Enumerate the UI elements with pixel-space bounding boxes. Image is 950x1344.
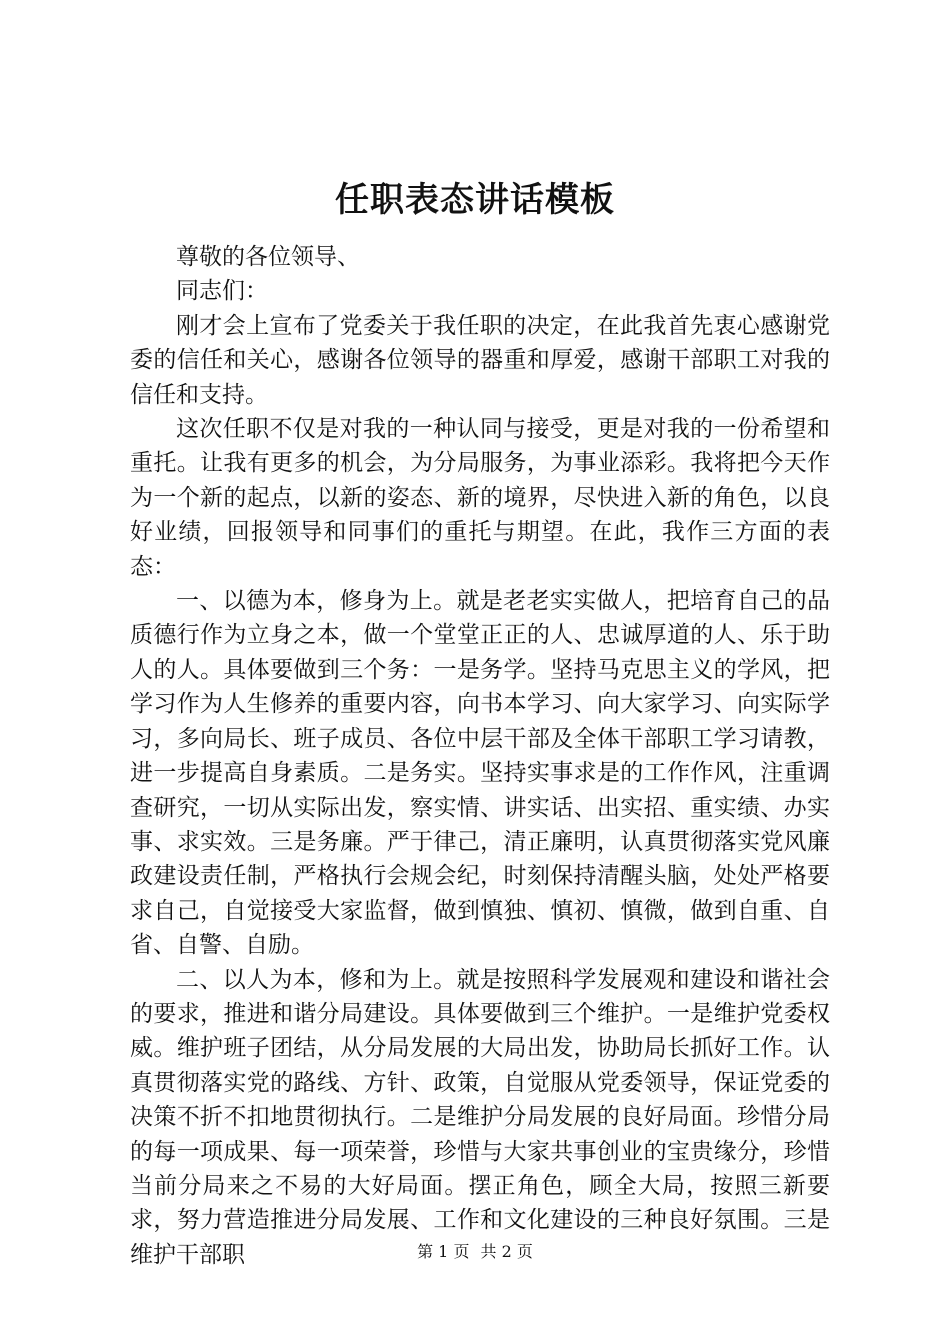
paragraph-point-one: 一、以德为本，修身为上。就是老老实实做人，把培育自己的品质德行作为立身之本，做一个堂堂正正的人、忠诚厚道的人、乐于助人的人。具体要做到三个务：一是务学。坚持马克思主义的学风，把学习作为人生修养的重要内容，向书本学习、向大家学习、向实际学习，多向局长、班子成员、各位中层干部及全体干部职工学习请教，进一步提高自身素质。二是务实。坚持实事求是的工作作风，注重调查研究，一切从实际出发，察实情、讲实话、出实招、重实绩、办实事、求实效。三是务廉。严于律己，清正廉明，认真贯彻落实党风廉政建设责任制，严格执行会规会纪，时刻保持清醒头脑，处处严格要求自己，自觉接受大家监督，做到慎独、慎初、慎微，做到自重、自省、自警、自励。 — [130, 588, 830, 959]
salutation-line-2: 同志们： — [176, 278, 268, 305]
paragraph-intro: 刚才会上宣布了党委关于我任职的决定，在此我首先衷心感谢党委的信任和关心，感谢各位领导的器重和厚爱，感谢干部职工对我的信任和支持。 — [130, 312, 830, 408]
salutation-line-1: 尊敬的各位领导、 — [176, 244, 360, 270]
paragraph-commitment: 这次任职不仅是对我的一种认同与接受，更是对我的一份希望和重托。让我有更多的机会，为分局服务，为事业添彩。我将把今天作为一个新的起点，以新的姿态、新的境界，尽快进入新的角色，以良好业绩，回报领导和同事们的重托与期望。在此，我作三方面的表态： — [130, 416, 830, 580]
document-body — [130, 240, 830, 1272]
page-number: 第 1 页 — [417, 1242, 470, 1261]
page-footer — [0, 1242, 950, 1261]
document-title: 任职表态讲话模板 — [335, 180, 615, 220]
paragraph-point-two: 二、以人为本，修和为上。就是按照科学发展观和建设和谐社会的要求，推进和谐分局建设。具体要做到三个维护。一是维护党委权威。维护班子团结，从分局发展的大局出发，协助局长抓好工作。认真贯彻落实党的路线、方针、政策，自觉服从党委领导，保证党委的决策不折不扣地贯彻执行。二是维护分局发展的良好局面。珍惜分局的每一项成果、每一项荣誉，珍惜与大家共事创业的宝贵缘分，珍惜当前分局来之不易的大好局面。摆正角色，顾全大局，按照三新要求，努力营造推进分局发展、工作和文化建设的三种良好氛围。三是维护干部职 — [130, 966, 830, 1268]
page-total: 共 2 页 — [480, 1242, 533, 1261]
